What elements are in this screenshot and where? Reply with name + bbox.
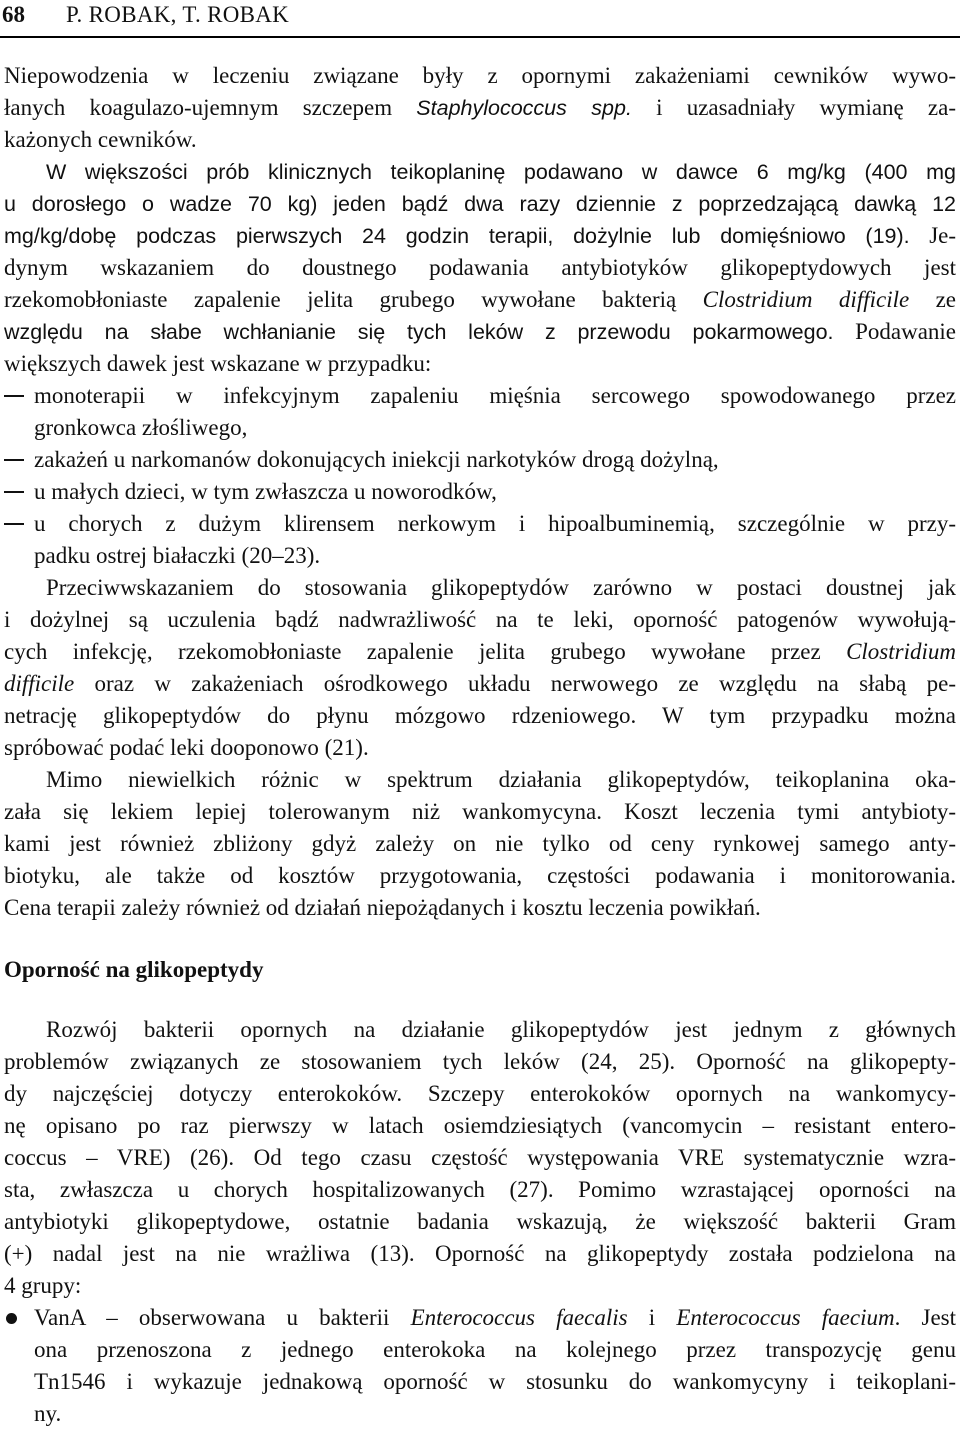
paragraph-dosing bbox=[4, 156, 956, 380]
resistance-groups-list bbox=[4, 1302, 956, 1430]
paragraph-resistance bbox=[4, 1014, 956, 1302]
text-line: mg/kg/dobę podczas pierwszych 24 godzin terapii, dożylnie lub domięśniowo (19). Je- bbox=[4, 223, 956, 248]
species-name: Clostridium bbox=[846, 639, 956, 664]
bullet-marker bbox=[6, 1313, 17, 1324]
text-line: nę opisano po raz pierwszy w latach osiemdziesiątych (vancomycin – resistant entero- bbox=[4, 1113, 956, 1138]
text-line: antybiotyki glikopeptydowe, ostatnie badania wskazują, że większość bakterii Gram bbox=[4, 1209, 956, 1234]
text-line: Przeciwwskazaniem do stosowania glikopeptydów zarówno w postaci doustnej jak bbox=[46, 575, 956, 600]
page-number: 68 bbox=[2, 2, 25, 27]
running-title: P. ROBAK, T. ROBAK bbox=[66, 2, 290, 27]
text-line: 4 grupy: bbox=[4, 1273, 82, 1298]
text-line: zała się lekiem lepiej tolerowanym niż wankomycyna. Koszt leczenia tymi antybioty- bbox=[4, 799, 956, 824]
text-line: biotyku, ale także od kosztów przygotowania, częstości podawania i monitorowania. bbox=[4, 863, 956, 888]
dash-marker bbox=[4, 395, 24, 397]
text-line: ny. bbox=[34, 1401, 62, 1426]
text-line: ona przenoszona z jednego enterokoka na kolejnego przez transpozycję genu bbox=[34, 1337, 956, 1362]
paragraph-catheter-failures bbox=[4, 60, 956, 156]
paragraph-cost bbox=[4, 764, 956, 924]
text-line: u dorosłego o wadze 70 kg) jeden bądź dwa razy dziennie z poprzedzającą dawką 12 bbox=[4, 192, 956, 216]
list-item: u małych dzieci, w tym zwłaszcza u noworodków, bbox=[4, 476, 956, 508]
text-line: kami jest również zbliżony gdyż zależy on nie tylko od ceny rynkowej samego anty- bbox=[4, 831, 956, 856]
page-header bbox=[0, 0, 960, 38]
list-item: zakażeń u narkomanów dokonujących iniekcji narkotyków drogą dożylną, bbox=[4, 444, 956, 476]
text-line: rzekomobłoniaste zapalenie jelita grubego wywołane bakterią Clostridium difficile ze bbox=[4, 287, 956, 312]
text-line: łanych koagulazo-ujemnym szczepem Staphylococcus spp. i uzasadniały wymianę za- bbox=[4, 95, 956, 120]
text-line: W większości prób klinicznych teikoplaninę podawano w dawce 6 mg/kg (400 mg bbox=[46, 160, 956, 184]
dash-marker bbox=[4, 459, 24, 461]
text-line: sta, zwłaszcza u chorych hospitalizowanych (27). Pomimo wzrastającej oporności na bbox=[4, 1177, 956, 1202]
dash-marker bbox=[4, 491, 24, 493]
text-line: dy najczęściej dotyczy enterokoków. Szczepy enterokoków opornych na wankomycy- bbox=[4, 1081, 956, 1106]
text-line: Niepowodzenia w leczeniu związane były z opornymi zakażeniami cewników wywo- bbox=[4, 63, 956, 88]
text-line: Cena terapii zależy również od działań niepożądanych i kosztu leczenia powikłań. bbox=[4, 895, 761, 920]
document-body bbox=[4, 60, 956, 1430]
text-line: Tn1546 i wykazuje jednakową oporność w stosunku do wankomycyny i teikoplani- bbox=[34, 1369, 956, 1394]
text-line: gronkowca złośliwego, bbox=[34, 415, 248, 440]
section-heading: Oporność na glikopeptydy bbox=[4, 957, 264, 982]
dash-marker bbox=[4, 523, 24, 525]
species-name: Clostridium difficile bbox=[702, 287, 910, 312]
text-line: każonych cewników. bbox=[4, 127, 197, 152]
text-line: spróbować podać leki dooponowo (21). bbox=[4, 735, 369, 760]
text-line: padku ostrej białaczki (20–23). bbox=[34, 543, 321, 568]
text-line: (+) nadal jest na nie wrażliwa (13). Oporność na glikopeptydy została podzielona na bbox=[4, 1241, 956, 1266]
indication-list bbox=[4, 380, 956, 572]
text-line: większych dawek jest wskazane w przypadku: bbox=[4, 351, 432, 376]
text-line: coccus – VRE) (26). Od tego czasu częstość występowania VRE systematycznie wzra- bbox=[4, 1145, 956, 1170]
list-item: u chorych z dużym klirensem nerkowym i hipoalbuminemią, szczególnie w przy- bbox=[4, 508, 956, 540]
text-line: difficile oraz w zakażeniach ośrodkowego układu nerwowego ze względu na słabą pe- bbox=[4, 671, 956, 696]
paragraph-contraindications bbox=[4, 572, 956, 764]
text-line: i dożylnej są uczulenia bądź nadwrażliwość na te leki, oporność patogenów wywołują- bbox=[4, 607, 956, 632]
text-line: Rozwój bakterii opornych na działanie glikopeptydów jest jednym z głównych bbox=[46, 1017, 956, 1042]
species-name: Enterococcus faecalis bbox=[410, 1305, 628, 1330]
text-line: cych infekcję, rzekomobłoniaste zapalenie jelita grubego wywołane przez Clostridium bbox=[4, 639, 956, 664]
text-line: dynym wskazaniem do doustnego podawania antybiotyków glikopeptydowych jest bbox=[4, 255, 956, 280]
text-line: względu na słabe wchłanianie się tych leków z przewodu pokarmowego. Podawanie bbox=[4, 319, 956, 344]
text-line: problemów związanych ze stosowaniem tych leków (24, 25). Oporność na glikopepty- bbox=[4, 1049, 956, 1074]
text-line: Mimo niewielkich różnic w spektrum działania glikopeptydów, teikoplanina oka- bbox=[46, 767, 956, 792]
species-name: Enterococcus faecium bbox=[676, 1305, 895, 1330]
species-name: Staphylococcus spp. bbox=[416, 96, 632, 120]
species-name: difficile bbox=[4, 671, 75, 696]
list-item: monoterapii w infekcyjnym zapaleniu mięśnia sercowego spowodowanego przez bbox=[4, 380, 956, 412]
list-item: VanA – obserwowana u bakterii Enterococcus faecalis i Enterococcus faecium. Jest bbox=[4, 1302, 956, 1334]
text-line: netrację glikopeptydów do płynu mózgowo rdzeniowego. W tym przypadku można bbox=[4, 703, 956, 728]
